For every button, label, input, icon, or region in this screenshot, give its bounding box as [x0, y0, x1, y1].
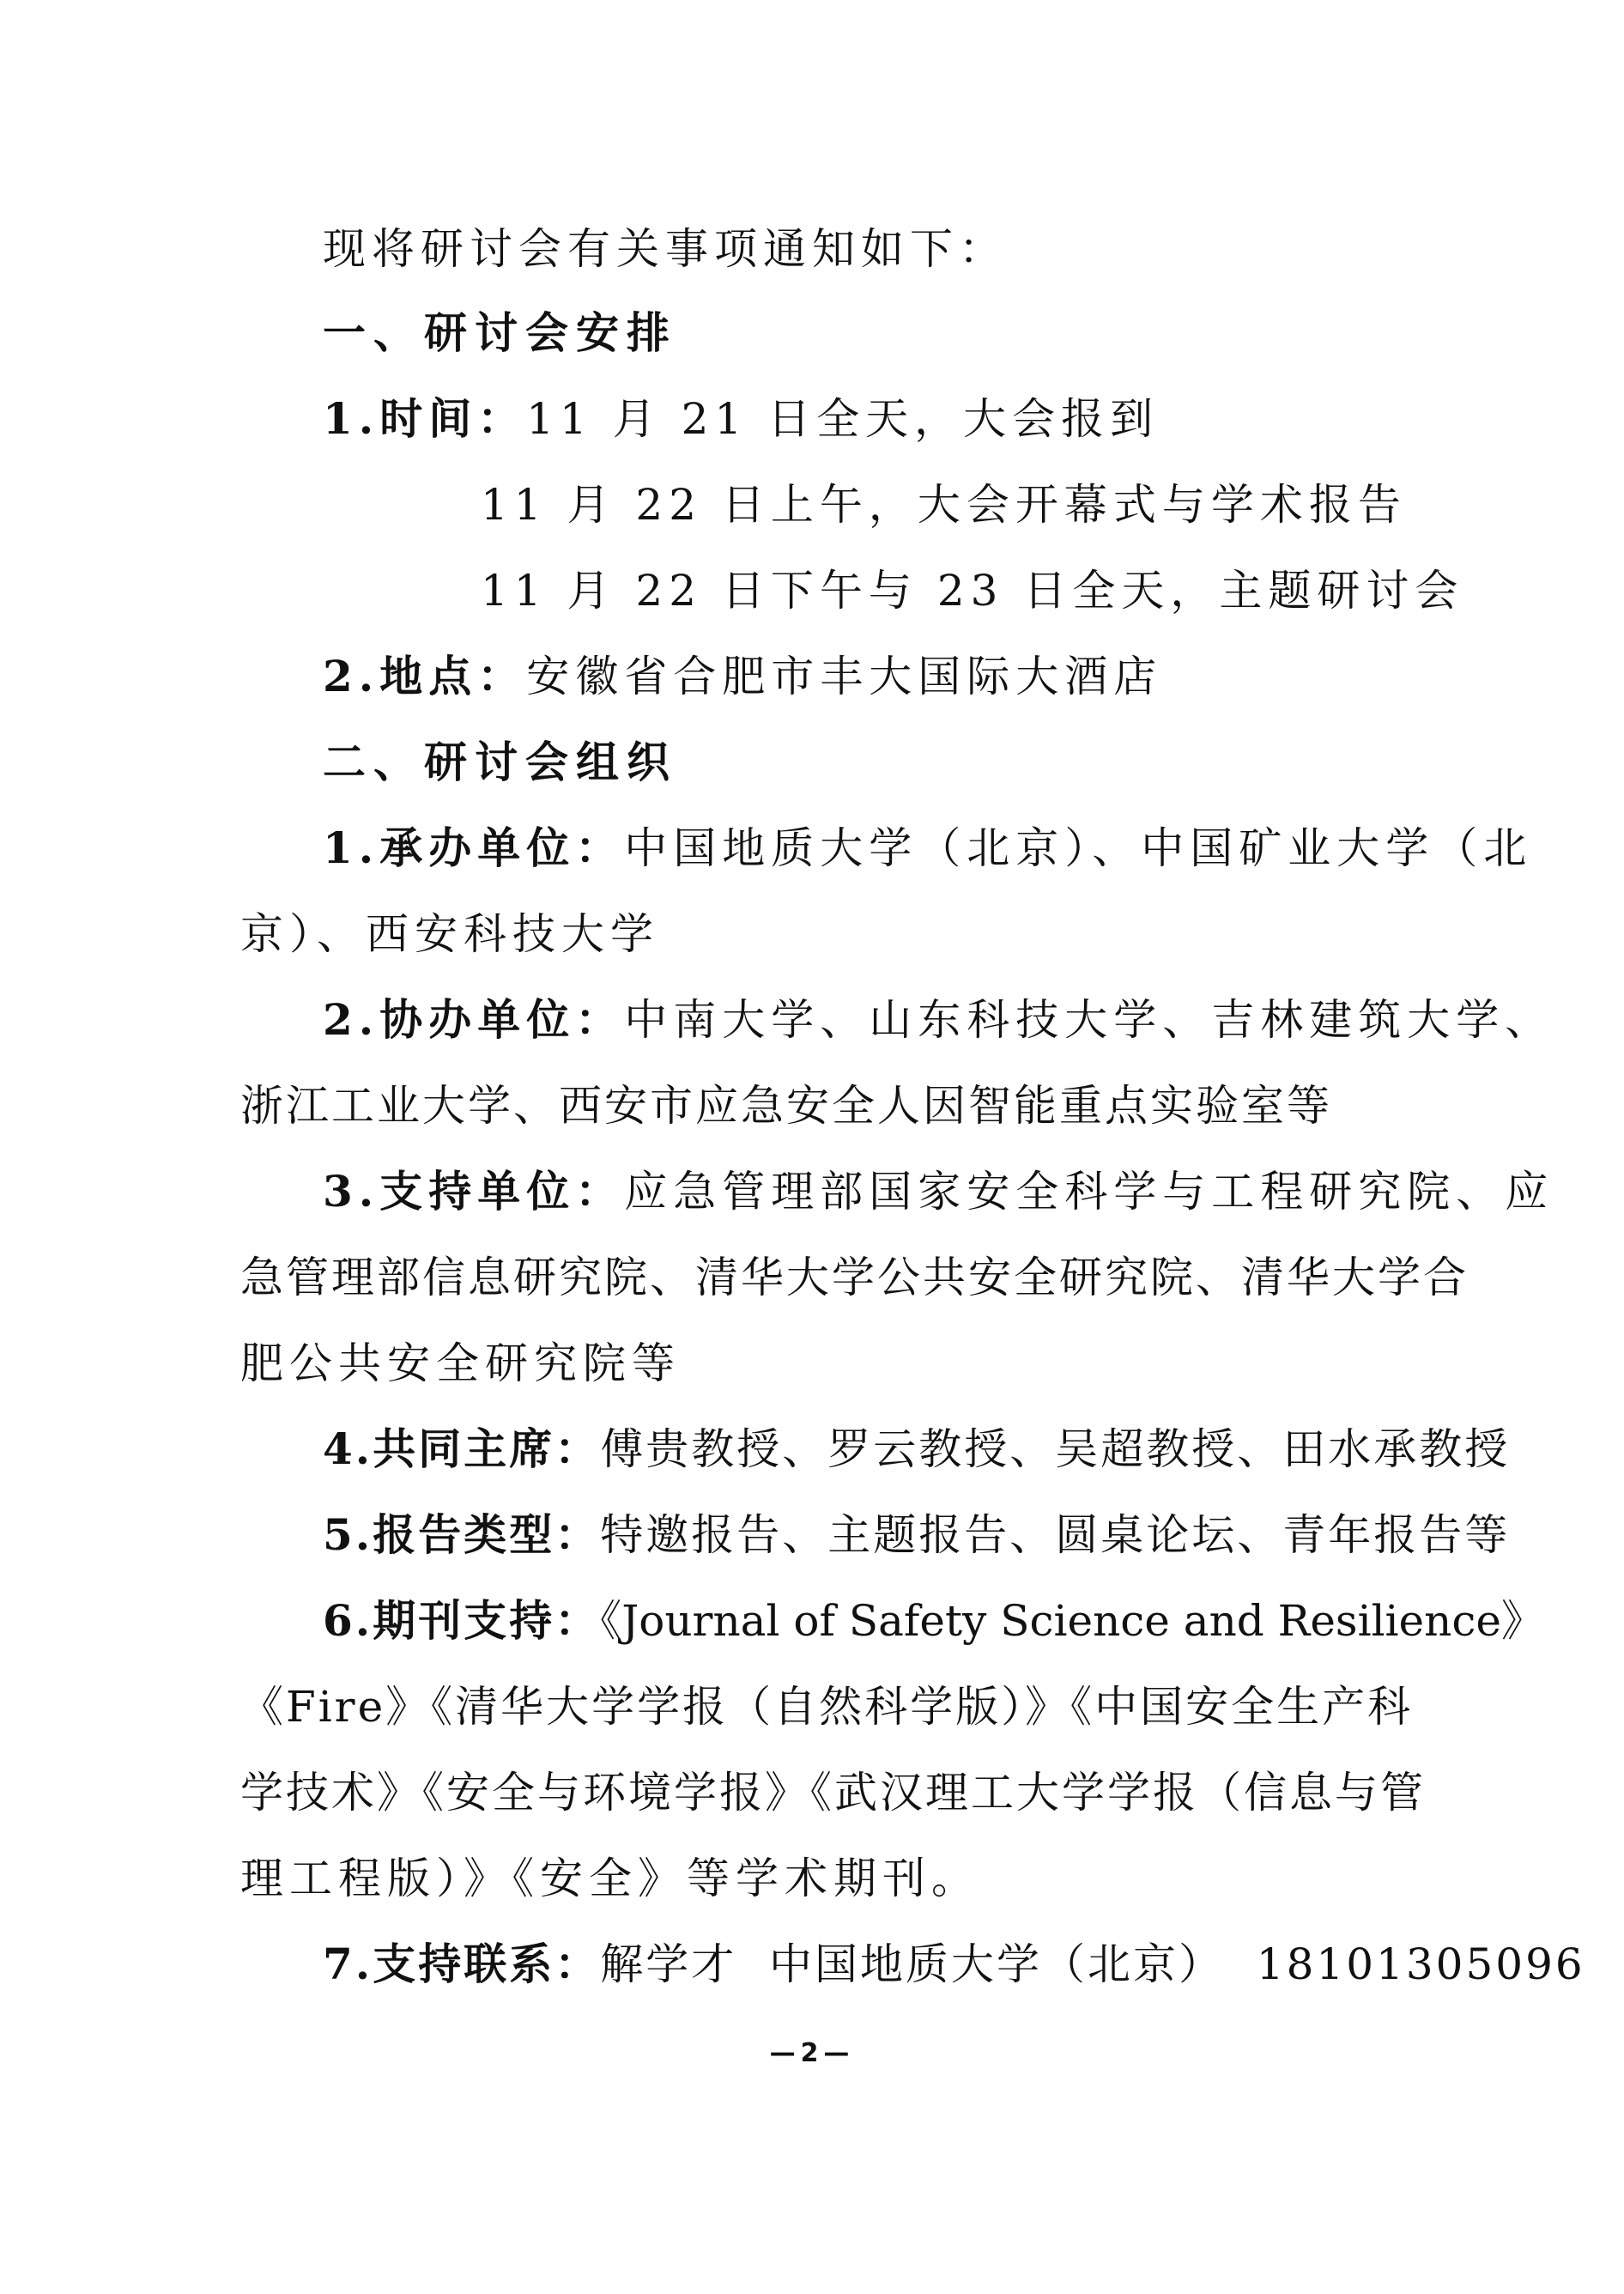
contact-label: 7.支持联系： — [323, 1939, 601, 1989]
support-continuation-1 — [240, 1250, 1469, 1305]
section-2-heading-text: 二、研讨会组织 — [323, 737, 677, 787]
co-host-continuation — [240, 1078, 1332, 1133]
time-label: 1.时间： — [323, 393, 527, 444]
section-1-heading-text: 一、研讨会安排 — [323, 307, 677, 358]
journal-text-2: 《Fire》《清华大学学报（自然科学版）》《中国安全生产科 — [240, 1682, 1414, 1732]
place-item — [323, 649, 1162, 704]
co-host-label: 2.协办单位： — [323, 994, 625, 1045]
contact-text: 解学才 中国地质大学（北京） 18101305096 — [600, 1939, 1585, 1989]
intro-text: 现将研讨会有关事项通知如下： — [323, 224, 1008, 274]
journal-continuation-2 — [240, 1765, 1426, 1820]
journal-text-4: 理工程版）》《安全》等学术期刊。 — [240, 1854, 980, 1903]
host-text-1: 中国地质大学（北京）、中国矿业大学（北 — [624, 823, 1533, 873]
time-line-1: 11 月 21 日全天，大会报到 — [526, 394, 1160, 444]
page-number: —2— — [769, 2038, 855, 2068]
place-label: 2.地点： — [323, 651, 527, 701]
report-label: 5.报告类型： — [323, 1509, 601, 1560]
support-text-1: 应急管理部国家安全科学与工程研究院、应 — [624, 1167, 1554, 1217]
time-line-2-row — [481, 477, 1407, 532]
report-item — [323, 1508, 1510, 1563]
section-2-heading — [323, 735, 677, 790]
journal-text-3: 学技术》《安全与环境学报》《武汉理工大学学报（信息与管 — [240, 1768, 1426, 1818]
contact-item — [323, 1937, 1585, 1992]
journal-continuation-1 — [240, 1679, 1413, 1734]
host-item — [323, 821, 1532, 876]
section-1-heading — [323, 306, 677, 361]
time-line-2: 11 月 22 日上午，大会开幕式与学术报告 — [481, 480, 1407, 530]
report-text: 特邀报告、主题报告、圆桌论坛、青年报告等 — [600, 1510, 1511, 1560]
support-text-2: 急管理部信息研究院、清华大学公共安全研究院、清华大学合 — [240, 1253, 1469, 1302]
host-label: 1.承办单位： — [323, 822, 625, 873]
support-item — [323, 1164, 1554, 1219]
place-text: 安徽省合肥市丰大国际大酒店 — [526, 652, 1163, 701]
support-continuation-2 — [240, 1336, 681, 1391]
journal-text-1: 《Journal of Safety Science and Resilience》 — [600, 1596, 1544, 1646]
intro-paragraph — [323, 222, 1008, 276]
co-host-text-1: 中南大学、山东科技大学、吉林建筑大学、 — [624, 995, 1554, 1045]
co-host-text-2: 浙江工业大学、西安市应急安全人因智能重点实验室等 — [240, 1081, 1332, 1131]
support-text-3: 肥公共安全研究院等 — [240, 1338, 681, 1388]
journal-label: 6.期刊支持： — [323, 1595, 601, 1646]
host-text-2: 京）、西安科技大学 — [240, 909, 659, 959]
chair-label: 4.共同主席： — [323, 1423, 601, 1474]
chair-text: 傅贵教授、罗云教授、吴超教授、田水承教授 — [600, 1424, 1511, 1474]
journal-continuation-3 — [240, 1851, 980, 1906]
journal-item — [323, 1593, 1544, 1648]
co-host-item — [323, 992, 1554, 1047]
host-continuation — [240, 907, 659, 962]
time-line-3: 11 月 22 日下午与 23 日全天，主题研讨会 — [481, 566, 1464, 616]
support-label: 3.支持单位： — [323, 1166, 625, 1217]
chair-item — [323, 1422, 1510, 1477]
time-item — [323, 391, 1159, 446]
time-line-3-row — [481, 563, 1463, 618]
